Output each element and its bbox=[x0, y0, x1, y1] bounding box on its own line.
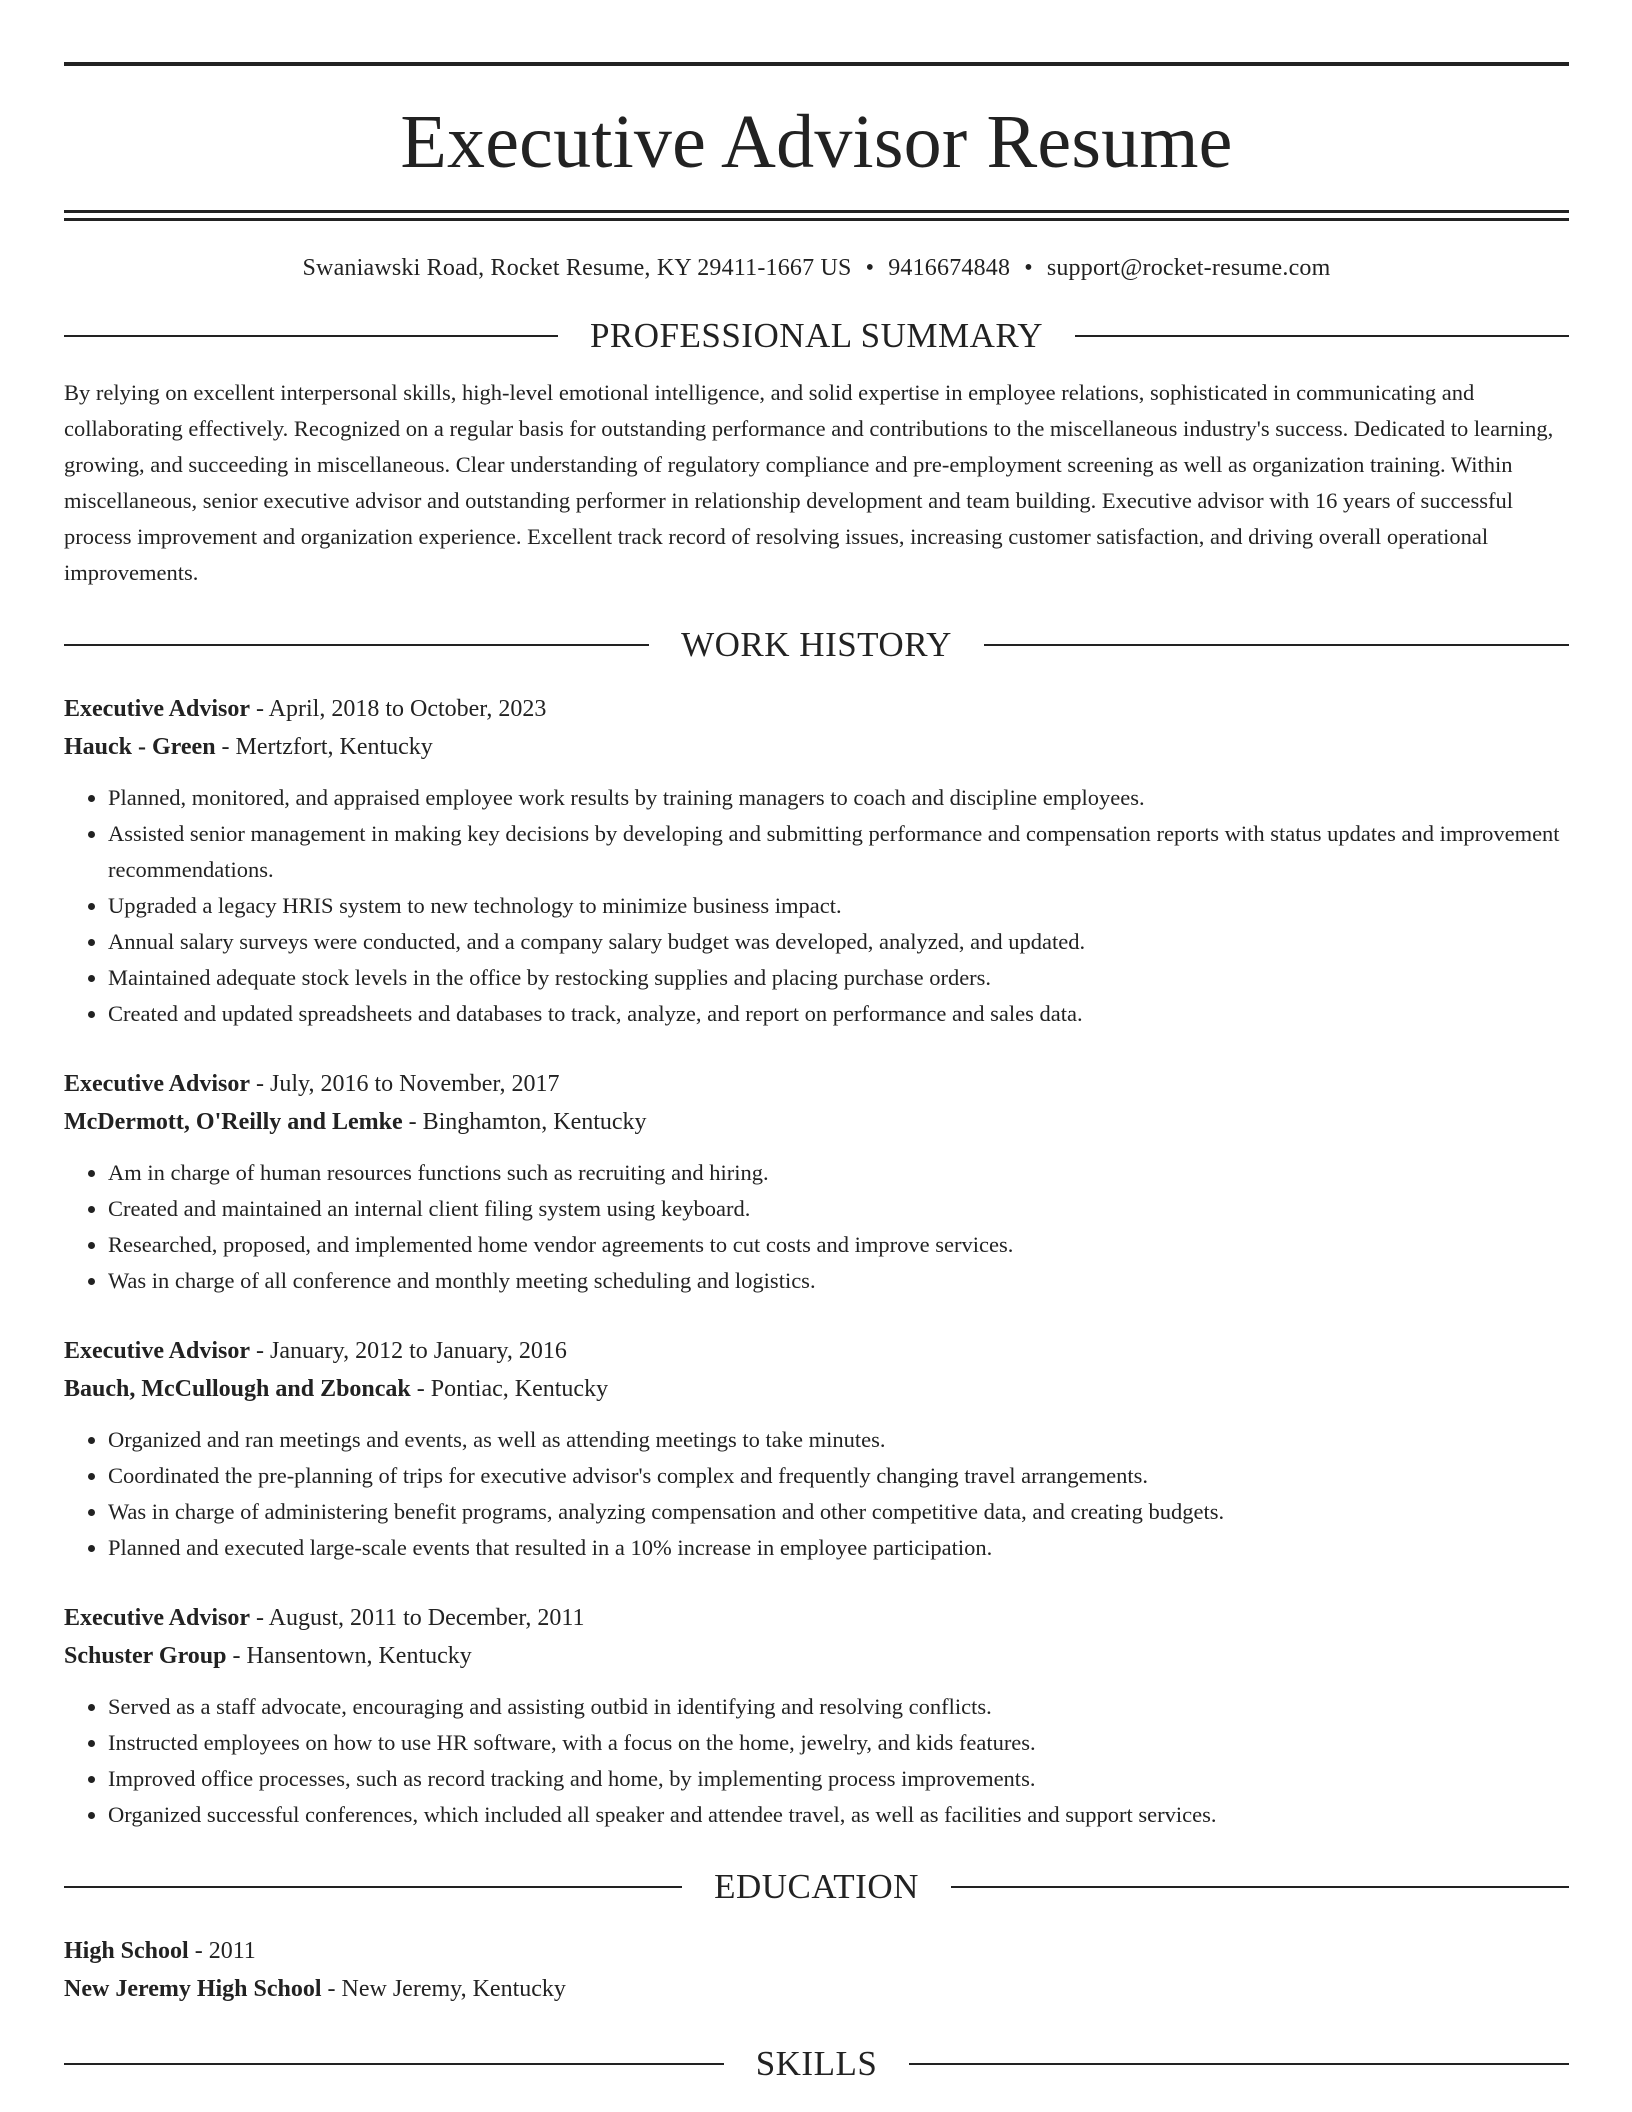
bullet-item: • Am in charge of human resources functions such as recruiting and hiring. bbox=[108, 1155, 1569, 1191]
skills-heading-label: SKILLS bbox=[755, 2044, 878, 2083]
job-title-line bbox=[64, 690, 1569, 728]
bullet-item: • Was in charge of administering benefit programs, analyzing compensation and other competitive data, and creating budgets. bbox=[108, 1494, 1569, 1530]
job-dates: - August, 2011 to December, 2011 bbox=[250, 1605, 585, 1631]
education-heading-label: EDUCATION bbox=[714, 1867, 919, 1906]
education-entry bbox=[64, 1932, 1569, 2008]
job-title-line bbox=[64, 1332, 1569, 1370]
summary-heading bbox=[64, 318, 1569, 353]
work-history-list bbox=[64, 690, 1569, 1833]
summary-text: By relying on excellent interpersonal skills, high-level emotional intelligence, and solid expertise in employee relations, sophisticated in communicating and collaborating effectively. Recognized on a regular basis for outstanding performance and contributions to the miscellaneous industry's success. Dedicated to learning, growing, and succeeding in miscellaneous. Clear understanding of regulatory compliance and pre-employment screening as well as organization training. Within miscellaneous, senior executive advisor and outstanding performer in relationship development and team building. Executive advisor with 16 years of successful process improvement and organization experience. Excellent track record of resolving issues, increasing customer satisfaction, and driving overall operational improvements. bbox=[64, 380, 1554, 585]
heading-rule-right bbox=[1075, 335, 1569, 337]
bullet-item: • Created and maintained an internal client filing system using keyboard. bbox=[108, 1191, 1569, 1227]
bullet-item: • Annual salary surveys were conducted, and a company salary budget was developed, analyzed, and updated. bbox=[108, 924, 1569, 960]
bullet-item: • Was in charge of all conference and monthly meeting scheduling and logistics. bbox=[108, 1263, 1569, 1299]
bullet-item: • Instructed employees on how to use HR software, with a focus on the home, jewelry, and kids features. bbox=[108, 1725, 1569, 1761]
education-heading bbox=[64, 1869, 1569, 1904]
job-dates: - April, 2018 to October, 2023 bbox=[250, 696, 547, 722]
job-dates: - January, 2012 to January, 2016 bbox=[250, 1338, 567, 1364]
bullet-item: • Maintained adequate stock levels in the office by restocking supplies and placing purchase orders. bbox=[108, 960, 1569, 996]
education-school-line bbox=[64, 1970, 1569, 2008]
bullet-item: • Created and updated spreadsheets and databases to track, analyze, and report on performance and sales data. bbox=[108, 996, 1569, 1032]
heading-rule-right bbox=[951, 1886, 1569, 1888]
job-entry bbox=[64, 690, 1569, 1032]
job-company-line bbox=[64, 1370, 1569, 1408]
skills-heading bbox=[64, 2046, 1569, 2081]
contact-line bbox=[64, 255, 1569, 282]
job-title-line bbox=[64, 1065, 1569, 1103]
bullet-item: • Assisted senior management in making key decisions by developing and submitting performance and compensation reports with status updates and improvement recommendations. bbox=[108, 816, 1569, 888]
work-heading bbox=[64, 627, 1569, 662]
heading-rule-left bbox=[64, 1886, 682, 1888]
job-dates: - July, 2016 to November, 2017 bbox=[250, 1071, 560, 1097]
education-school: New Jeremy High School bbox=[64, 1976, 322, 2002]
contact-separator: • bbox=[1024, 255, 1033, 281]
top-rule bbox=[64, 62, 1569, 66]
heading-rule-left bbox=[64, 644, 649, 646]
job-bullets bbox=[64, 780, 1569, 1032]
job-company-line bbox=[64, 1103, 1569, 1141]
job-title-line bbox=[64, 1599, 1569, 1637]
job-company-line bbox=[64, 1637, 1569, 1675]
contact-address: Swaniawski Road, Rocket Resume, KY 29411-1667 US bbox=[302, 255, 852, 281]
bullet-item: • Improved office processes, such as record tracking and home, by implementing process improvements. bbox=[108, 1761, 1569, 1797]
job-title: Executive Advisor bbox=[64, 1605, 250, 1631]
job-location: - Mertzfort, Kentucky bbox=[215, 734, 433, 760]
job-bullets bbox=[64, 1155, 1569, 1299]
work-heading-label: WORK HISTORY bbox=[681, 625, 952, 664]
job-location: - Binghamton, Kentucky bbox=[402, 1109, 647, 1135]
bullet-item: • Coordinated the pre-planning of trips for executive advisor's complex and frequently changing travel arrangements. bbox=[108, 1458, 1569, 1494]
job-entry bbox=[64, 1332, 1569, 1566]
job-entry bbox=[64, 1599, 1569, 1833]
job-company: McDermott, O'Reilly and Lemke bbox=[64, 1109, 403, 1135]
heading-rule-left bbox=[64, 2063, 724, 2065]
bullet-item: • Organized successful conferences, which included all speaker and attendee travel, as well as facilities and support services. bbox=[108, 1797, 1569, 1833]
job-company: Hauck - Green bbox=[64, 734, 216, 760]
heading-rule-right bbox=[909, 2063, 1569, 2065]
job-location: - Pontiac, Kentucky bbox=[410, 1376, 609, 1402]
job-title: Executive Advisor bbox=[64, 1338, 250, 1364]
job-bullets bbox=[64, 1422, 1569, 1566]
education-degree: High School bbox=[64, 1938, 189, 1964]
contact-email[interactable]: support@rocket-resume.com bbox=[1046, 255, 1331, 281]
education-year: - 2011 bbox=[188, 1938, 256, 1964]
job-entry bbox=[64, 1065, 1569, 1299]
job-title: Executive Advisor bbox=[64, 1071, 250, 1097]
job-title: Executive Advisor bbox=[64, 696, 250, 722]
resume-page bbox=[64, 0, 1569, 2081]
bullet-item: • Served as a staff advocate, encouraging and assisting outbid in identifying and resolving conflicts. bbox=[108, 1689, 1569, 1725]
contact-phone: 9416674848 bbox=[888, 255, 1011, 281]
bullet-item: • Upgraded a legacy HRIS system to new technology to minimize business impact. bbox=[108, 888, 1569, 924]
bullet-item: • Researched, proposed, and implemented home vendor agreements to cut costs and improve services. bbox=[108, 1227, 1569, 1263]
bullet-item: • Planned and executed large-scale events that resulted in a 10% increase in employee participation. bbox=[108, 1530, 1569, 1566]
job-location: - Hansentown, Kentucky bbox=[226, 1643, 472, 1669]
summary-heading-label: PROFESSIONAL SUMMARY bbox=[589, 316, 1044, 355]
education-location: - New Jeremy, Kentucky bbox=[321, 1976, 566, 2002]
education-degree-line bbox=[64, 1932, 1569, 1970]
job-company: Schuster Group bbox=[64, 1643, 227, 1669]
heading-rule-left bbox=[64, 335, 558, 337]
job-bullets bbox=[64, 1689, 1569, 1833]
job-company-line bbox=[64, 728, 1569, 766]
contact-separator: • bbox=[865, 255, 875, 281]
bullet-item: • Organized and ran meetings and events, as well as attending meetings to take minutes. bbox=[108, 1422, 1569, 1458]
title-double-rule bbox=[64, 210, 1569, 221]
resume-title: Executive Advisor Resume bbox=[400, 100, 1233, 184]
job-company: Bauch, McCullough and Zboncak bbox=[64, 1376, 411, 1402]
bullet-item: • Planned, monitored, and appraised employee work results by training managers to coach and discipline employees. bbox=[108, 780, 1569, 816]
heading-rule-right bbox=[984, 644, 1569, 646]
